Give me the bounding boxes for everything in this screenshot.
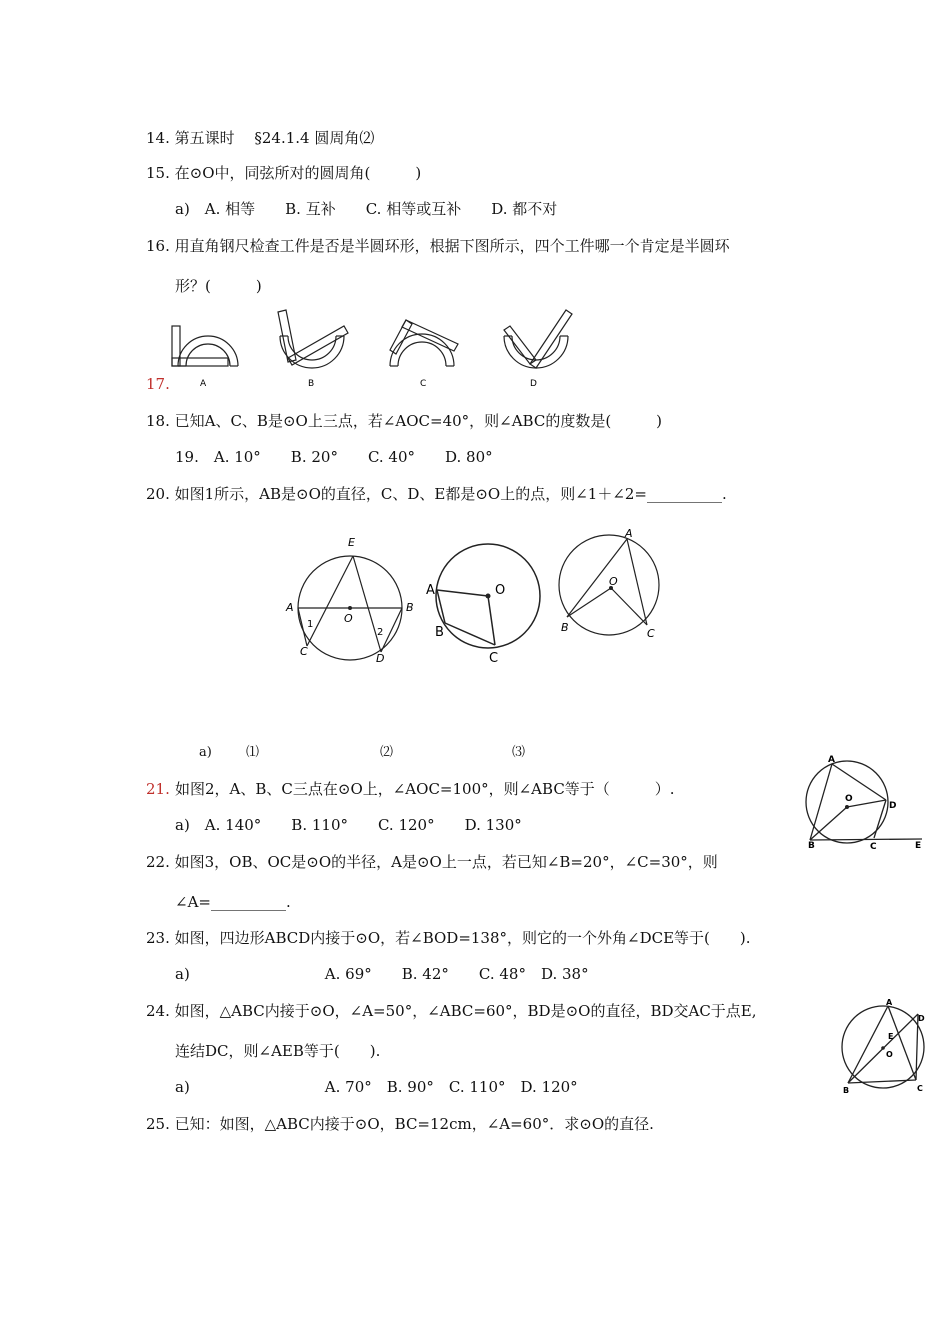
question-21-options: a) A. 140° B. 110° C. 120° D. 130° [175,816,522,834]
fig1-label-angle2: 2 [377,627,384,638]
side1-label-d: D [889,801,897,811]
fig3-label-b: B [561,621,569,634]
fig1-label-c: C [300,645,308,658]
figure-3-circle [555,525,675,645]
figure-caption-3: ⑶ [512,745,526,760]
question-21: 如图2，A、B、C三点在⊙O上，∠AOC=100°，则∠ABC等于（ ）. [175,780,675,798]
question-24-options: a) A. 70° B. 90° C. 110° D. 120° [175,1078,578,1096]
side2-label-e: E [888,1032,894,1041]
steel-ruler-figure [168,308,598,388]
question-17-number: 17. [146,375,170,393]
fig1-label-o: O [344,612,353,625]
question-16-line2: 形？( ) [175,277,262,295]
tool-label-a: A [200,379,207,389]
question-14: 14. 第五课时 §24.1.4 圆周角⑵ [146,129,375,147]
fig2-label-o: O [495,583,506,598]
question-16-line1: 16. 用直角钢尺检查工件是否是半圆环形，根据下图所示，四个工件哪一个肯定是半圆环 [146,237,730,255]
side1-label-c: C [870,842,877,852]
tool-label-d: D [530,379,537,389]
fig3-label-c: C [647,627,655,640]
fig2-label-a: A [426,583,435,598]
question-22-line2: ∠A=__________. [175,893,291,911]
side2-label-c: C [917,1084,923,1093]
fig2-label-c: C [489,651,499,666]
question-21-number: 21. [146,780,170,798]
fig1-label-b: B [406,601,414,614]
figure-caption-2: ⑵ [380,745,394,760]
figure-caption-a: a) [199,745,212,760]
tool-label-c: C [420,379,427,389]
question-20: 20. 如图1所示，AB是⊙O的直径，C、D、E都是⊙O上的点，则∠1＋∠2=__________. [146,485,727,503]
question-15: 15. 在⊙O中，同弦所对的圆周角( ) [146,164,422,182]
side-figure-triangle [838,1000,933,1095]
fig3-label-a: A [625,527,633,540]
question-18: 18. 已知A、C、B是⊙O上三点，若∠AOC=40°，则∠ABC的度数是( ) [146,412,663,430]
figure-2-circle [425,538,545,668]
question-23: 23. 如图，四边形ABCD内接于⊙O，若∠BOD=138°，则它的一个外角∠DCE等于( ). [146,929,751,947]
side1-label-o: O [845,794,853,804]
tool-label-b: B [308,379,315,389]
fig1-label-a: A [286,601,294,614]
question-15-options: a) A. 相等 B. 互补 C. 相等或互补 D. 都不对 [175,200,558,218]
question-24-line2: 连结DC，则∠AEB等于( ). [175,1042,381,1060]
side2-label-o: O [886,1050,893,1059]
fig1-label-e: E [348,536,355,549]
figure-1-circle [285,538,425,668]
side1-label-b: B [808,841,815,851]
fig1-label-d: D [376,652,385,665]
side2-label-d: D [918,1014,925,1023]
question-23-options: a) A. 69° B. 42° C. 48° D. 38° [175,965,589,983]
side2-label-a: A [886,998,893,1007]
figure-caption-1: ⑴ [246,745,260,760]
side1-label-e: E [915,841,922,851]
question-19: 19. A. 10° B. 20° C. 40° D. 80° [175,448,493,466]
question-24-line1: 24. 如图，△ABC内接于⊙O，∠A=50°，∠ABC=60°，BD是⊙O的直径，BD交AC于点E, [146,1002,757,1020]
side2-label-b: B [843,1086,850,1095]
fig1-label-angle1: 1 [307,619,314,630]
fig3-label-o: O [609,575,618,588]
side-figure-quadrilateral [802,752,927,852]
side1-label-a: A [828,755,835,765]
question-22-line1: 22. 如图3，OB、OC是⊙O的半径，A是⊙O上一点，若已知∠B=20°，∠C=30°，则 [146,853,718,871]
question-25: 25. 已知：如图，△ABC内接于⊙O，BC=12cm，∠A=60°．求⊙O的直径. [146,1115,654,1133]
fig2-label-b: B [435,625,444,640]
